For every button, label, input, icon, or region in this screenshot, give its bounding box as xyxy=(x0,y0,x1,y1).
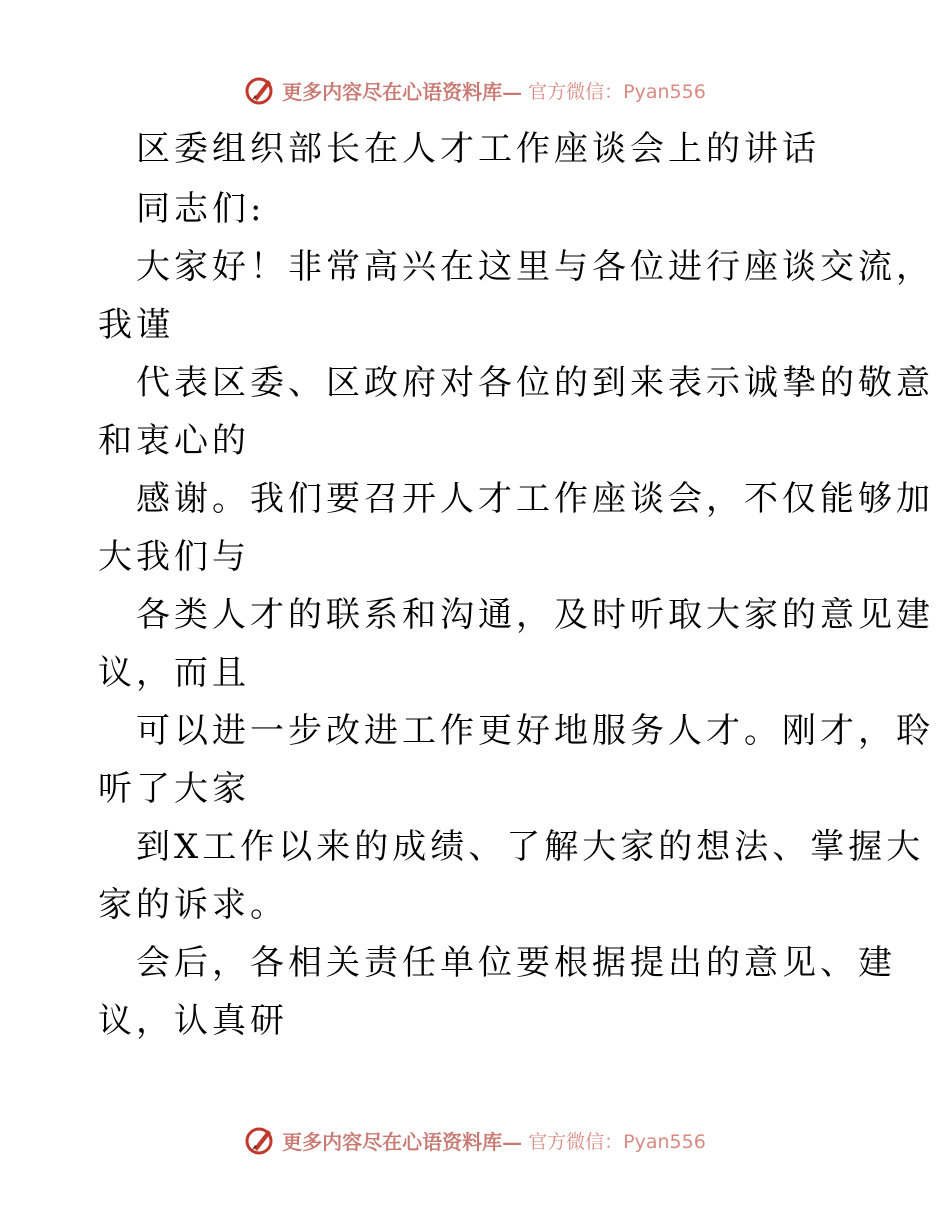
banner-wechat: 官方微信：Pyan556 xyxy=(528,80,706,103)
paragraph-line: 会后，各相关责任单位要根据提出的意见、建 xyxy=(136,943,896,983)
quill-pen-seal-icon xyxy=(244,74,276,106)
paragraph-line: 议，认真研 xyxy=(98,1001,288,1041)
paragraph-line: 家的诉求。 xyxy=(98,885,288,925)
paragraph-line: 大我们与 xyxy=(98,537,250,577)
paragraph-line: 听了大家 xyxy=(98,769,250,809)
banner-text: 更多内容尽在心语资料库— xyxy=(282,1129,523,1154)
document-title: 区委组织部长在人才工作座谈会上的讲话 xyxy=(136,129,820,169)
paragraph-line: 代表区委、区政府对各位的到来表示诚挚的敬意 xyxy=(136,363,934,403)
paragraph-line: 可以进一步改进工作更好地服务人才。刚才，聆 xyxy=(136,711,934,751)
paragraph-line: 到X工作以来的成绩、了解大家的想法、掌握大 xyxy=(136,827,925,867)
paragraph-line: 和衷心的 xyxy=(98,421,250,461)
header-watermark-banner xyxy=(0,70,950,110)
paragraph-line: 议，而且 xyxy=(98,653,250,693)
paragraph-line: 大家好！非常高兴在这里与各位进行座谈交流， xyxy=(136,247,934,287)
footer-watermark-banner xyxy=(0,1120,950,1160)
paragraph-line: 各类人才的联系和沟通，及时听取大家的意见建 xyxy=(136,595,934,635)
document-body xyxy=(98,120,934,1050)
paragraph-line: 感谢。我们要召开人才工作座谈会，不仅能够加 xyxy=(136,479,934,519)
banner-wechat: 官方微信：Pyan556 xyxy=(528,1130,706,1153)
banner-text: 更多内容尽在心语资料库— xyxy=(282,79,523,104)
salutation: 同志们: xyxy=(136,189,266,229)
paragraph-line: 我谨 xyxy=(98,305,174,345)
quill-pen-seal-icon xyxy=(244,1124,276,1156)
